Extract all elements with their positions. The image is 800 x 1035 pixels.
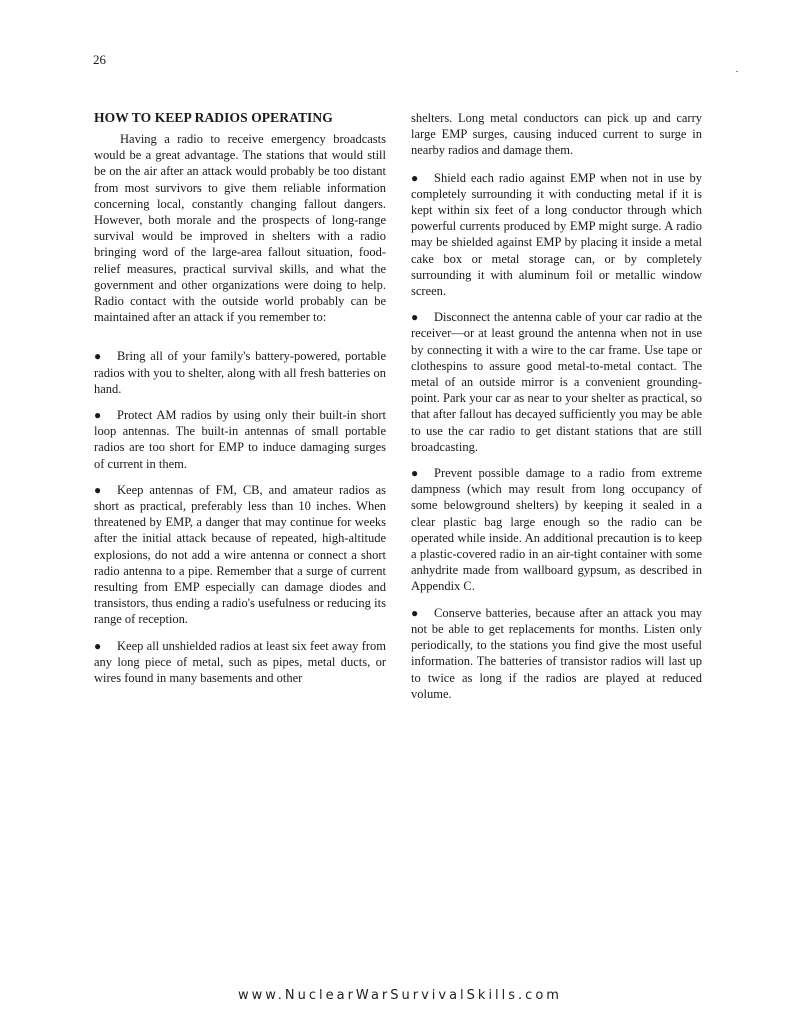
- left-column: [94, 110, 386, 696]
- bullet-paragraph: [94, 348, 386, 397]
- bullet-text: Conserve batteries, because after an attack you may not be able to get replacements for months. Listen only periodically, to the stations you find give the most useful information. The batteries of transistor radios will last up to twice as long if the radios are played at reduced volume.: [411, 605, 702, 701]
- bullet-icon: ●: [94, 482, 102, 497]
- right-column: [411, 110, 702, 712]
- bullet-text: Keep all unshielded radios at least six feet away from any long piece of metal, such as pipes, metal ducts, or wires found in many basements and other: [94, 638, 386, 686]
- footer-website: www.NuclearWarSurvivalSkills.com: [238, 988, 562, 1003]
- bullet-text: Bring all of your family's battery-powered, portable radios with you to shelter, along with all fresh batteries on hand.: [94, 349, 386, 396]
- bullet-text: Shield each radio against EMP when not in use by completely surrounding it with conducting metal if it is kept within six feet of a long conductor through which powerful currents produced by EMP might surge. A radio may be shielded against EMP by placing it inside a metal cake box or metal storage can, or by completely surrounding it with aluminum foil or metallic window screen.: [411, 170, 702, 299]
- scan-speck: [736, 71, 738, 72]
- bullet-icon: ●: [411, 310, 419, 325]
- bullet-paragraph: [411, 309, 702, 455]
- bullet-text: Prevent possible damage to a radio from extreme dampness (which may result from long occupancy of some belowground shelters) by keeping it sealed in a clear plastic bag large enough so the radio can be operated while inside. An additional precaution is to keep a plastic-covered radio in an air-tight container with some anhydrite made from wallboard gypsum, as described in Appendix C.: [411, 466, 702, 594]
- bullet-paragraph: [94, 638, 386, 687]
- bullet-paragraph: [411, 465, 702, 595]
- bullet-paragraph: [94, 482, 386, 628]
- bullet-text: Protect AM radios by using only their built-in short loop antennas. The built-in antennas of small portable radios are too short for EMP to induce damaging surges of current in them.: [94, 408, 386, 471]
- page-number: 26: [93, 52, 106, 67]
- bullet-text: Disconnect the antenna cable of your car radio at the receiver—or at least ground the antenna when not in use by connecting it with a wire to the car frame. Use tape or clothespins to assure good metal-to-metal contact. The metal of an outside mirror is a convenient grounding-point. Park your car as near to your shelter as practical, so that after fallout has decayed sufficiently you may be able to use the car radio to get distant stations that are still broadcasting.: [411, 310, 702, 454]
- bullet-paragraph: [94, 407, 386, 472]
- bullet-icon: ●: [94, 349, 102, 364]
- bullet-icon: ●: [411, 605, 419, 620]
- bullet-icon: ●: [411, 170, 419, 185]
- bullet-icon: ●: [411, 466, 419, 481]
- bullet-icon: ●: [94, 638, 102, 653]
- bullet-paragraph: [411, 605, 702, 702]
- bullet-text: Keep antennas of FM, CB, and amateur radios as short as practical, preferably less than 10 inches. When threatened by EMP, a danger that may continue for weeks after the initial attack because of repeated, high-altitude explosions, do not add a wire antenna or connect a short radio antenna to a pipe. Remember that a surge of current resulting from EMP especially can damage diodes and transistors, thus ending a radio's usefulness or reducing its range of reception.: [94, 482, 386, 627]
- bullet-paragraph: [411, 170, 702, 300]
- bullet-icon: ●: [94, 408, 102, 423]
- continued-paragraph: shelters. Long metal conductors can pick up and carry large EMP surges, causing induced current to surge in nearby radios and damage them.: [411, 111, 702, 158]
- section-heading: HOW TO KEEP RADIOS OPERATING: [94, 110, 333, 125]
- intro-paragraph: Having a radio to receive emergency broadcasts would be a great advantage. The stations that would still be on the air after an attack would probably be too distant from most survivors to give them reliable information concerning local, constantly changing fallout dangers. However, both morale and the prospects of long-range survival would be improved in shelters with a radio bringing word of the large-area fallout situation, food-relief measures, practical survival skills, and what the government and other organizations were doing to help. Radio contact with the outside world probably can be maintained after an attack if you remember to:: [94, 132, 386, 325]
